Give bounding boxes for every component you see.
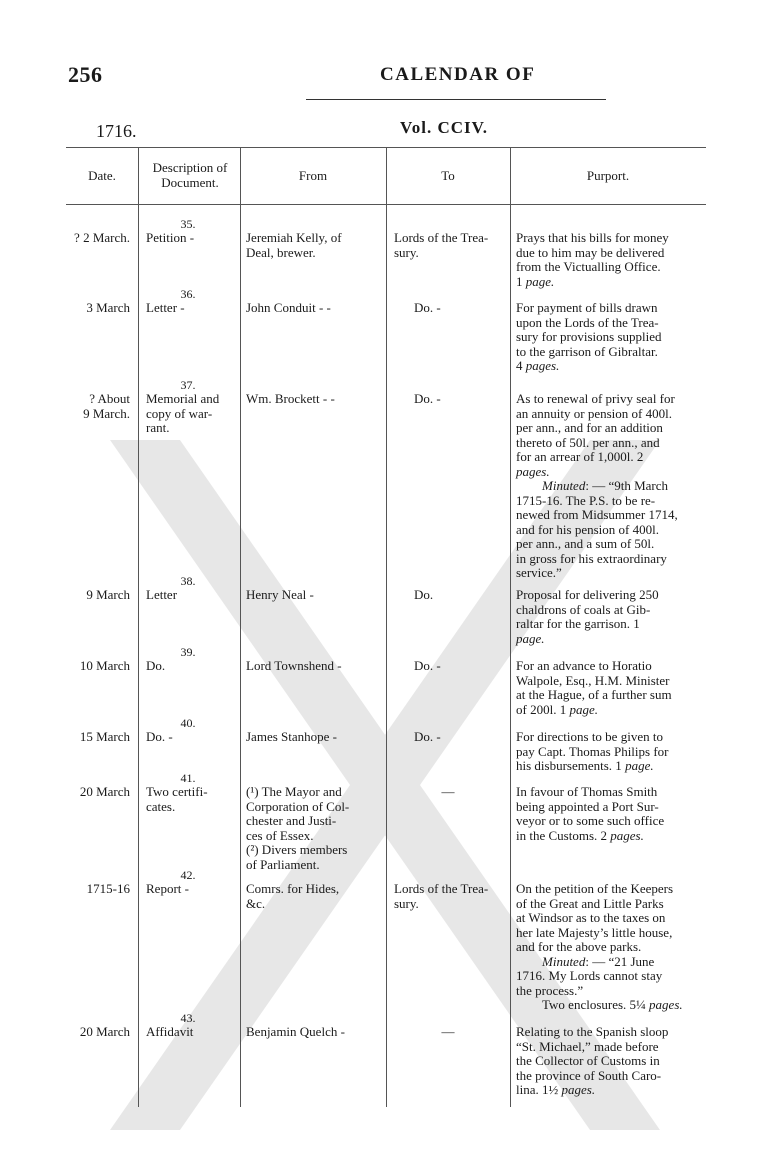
entry-purport-line: 1715-16. The P.S. to be re- <box>516 492 656 508</box>
entry-description-line: Do. - <box>146 729 173 744</box>
entry-from-line: (²) Divers members <box>246 842 348 857</box>
entry-purport <box>516 730 704 774</box>
column-divider-description <box>240 147 241 1107</box>
entry-from <box>246 301 376 316</box>
entry-purport-line: pages. <box>516 463 550 479</box>
entry-purport <box>516 588 704 646</box>
entry-purport-line: Minuted: — “9th March <box>542 478 668 493</box>
entry-from-line: chester and Justi- <box>246 813 337 828</box>
entry-purport-line: 1 page. <box>516 273 555 289</box>
entry-description-line: rant. <box>146 420 170 435</box>
entry-from-line: Corporation of Col- <box>246 798 350 814</box>
entry-number: 38. <box>180 574 196 588</box>
entry-purport-line: at Windsor as to the taxes on <box>516 910 666 925</box>
entry-purport <box>516 882 704 1013</box>
entry-date-line: ? 2 March. <box>74 230 130 245</box>
entry-from-line: Benjamin Quelch - <box>246 1024 345 1039</box>
column-divider-date <box>138 147 139 1107</box>
entry-purport-line: For directions to be given to <box>516 729 663 744</box>
entry-purport-line: Minuted: — “21 June <box>542 953 655 969</box>
entry-purport-line: As to renewal of privy seal for <box>516 391 675 406</box>
entry-description <box>146 1025 241 1040</box>
entry-purport-line: upon the Lords of the Trea- <box>516 314 659 330</box>
entry-purport-line: For payment of bills drawn <box>516 300 658 315</box>
entry-purport-line: the province of South Caro- <box>516 1067 662 1083</box>
entry-to-line: Lords of the Trea- <box>394 230 489 245</box>
entry-description <box>146 301 241 316</box>
entry-to <box>386 785 510 800</box>
entry-purport-line: newed from Midsummer 1714, <box>516 507 678 522</box>
entry-from <box>246 588 376 603</box>
entry-number: 39. <box>180 645 196 659</box>
entry-date <box>68 231 130 246</box>
entry-from <box>246 730 376 745</box>
entry-date <box>68 301 130 316</box>
entry-date-line: 3 March <box>86 300 130 315</box>
entry-from-line: Jeremiah Kelly, of <box>246 230 342 245</box>
entry-to <box>386 1025 510 1040</box>
entry-from-line: James Stanhope - <box>246 729 337 744</box>
entry-purport-line: On the petition of the Keepers <box>516 881 674 896</box>
entry-purport-line: sury for provisions supplied <box>516 329 662 344</box>
entry-date-line: 10 March <box>79 658 130 673</box>
entry-description-line: Petition - <box>146 230 195 245</box>
entry-date-line: 20 March <box>79 784 130 799</box>
entry-purport-line: page. <box>516 630 545 646</box>
entry-from-line: of Parliament. <box>246 856 320 872</box>
header-description <box>140 160 240 190</box>
entry-purport-line: his disbursements. 1 page. <box>516 758 654 773</box>
entry-from-line: Deal, brewer. <box>246 244 316 260</box>
entry-purport <box>516 659 704 717</box>
entry-purport-line: 1716. My Lords cannot stay <box>516 968 663 983</box>
page-number: 256 <box>68 62 103 87</box>
entry-purport-line: 4 pages. <box>516 358 560 373</box>
entry-from-line: Henry Neal - <box>246 587 314 602</box>
header-rule <box>306 99 606 100</box>
entry-purport-line: and for the above parks. <box>516 939 642 954</box>
entry-to-line: Do. - <box>414 658 441 673</box>
entry-to <box>414 392 524 407</box>
entry-date-line: 1715-16 <box>86 881 130 896</box>
entry-purport-line: For an advance to Horatio <box>516 658 652 673</box>
entry-number: 40. <box>180 716 196 730</box>
entry-date <box>68 392 130 421</box>
entry-from <box>246 659 376 674</box>
entry-from <box>246 392 376 407</box>
entry-description-line: Affidavit <box>146 1024 194 1039</box>
entry-purport-line: in the Customs. 2 pages. <box>516 827 644 843</box>
entry-date-line: 9 March. <box>83 405 130 421</box>
entry-description-line: Memorial and <box>146 391 220 406</box>
entry-purport-line: Prays that his bills for money <box>516 230 669 245</box>
entry-purport-line: an annuity or pension of 400l. <box>516 405 672 421</box>
entry-from-line: Comrs. for Hides, <box>246 881 340 896</box>
entry-from-line: (¹) The Mayor and <box>246 784 342 799</box>
entry-description-line: copy of war- <box>146 405 213 421</box>
entry-purport-line: for an arrear of 1,000l. 2 <box>516 449 644 464</box>
entry-date-line: ? About <box>89 391 130 406</box>
entry-purport-line: and for his pension of 400l. <box>516 521 659 537</box>
entry-purport-line: of 200l. 1 page. <box>516 701 598 717</box>
entry-number: 42. <box>180 868 196 882</box>
entry-to <box>414 588 524 603</box>
entry-purport-line: chaldrons of coals at Gib- <box>516 601 651 617</box>
header-from: From <box>298 168 328 183</box>
entry-description <box>146 392 241 436</box>
entry-date <box>68 1025 130 1040</box>
entry-description <box>146 588 241 603</box>
entry-description-line: Letter - <box>146 300 185 315</box>
column-divider-to <box>510 147 511 1107</box>
header-description-line: Description of <box>152 160 228 175</box>
entry-date <box>68 659 130 674</box>
entry-description <box>146 785 241 814</box>
entry-to <box>414 301 524 316</box>
header-description-line: Document. <box>161 175 219 190</box>
entry-from-line: Wm. Brockett - - <box>246 391 335 406</box>
entry-from <box>246 785 376 872</box>
entry-purport-line: at the Hague, of a further sum <box>516 687 672 702</box>
entry-from <box>246 882 376 911</box>
entry-date-line: 15 March <box>79 729 130 744</box>
entry-purport-line: her late Majesty’s little house, <box>516 924 673 940</box>
entry-purport-line: from the Victualling Office. <box>516 259 661 274</box>
entry-from-line: Lord Townshend - <box>246 658 342 673</box>
entry-purport-line: pay Capt. Thomas Philips for <box>516 743 669 759</box>
entry-number: 41. <box>180 771 196 785</box>
entry-to <box>414 730 524 745</box>
entry-to-line: — <box>441 784 455 799</box>
entry-from-line: &c. <box>246 895 266 911</box>
entry-description <box>146 659 241 674</box>
entry-to <box>394 882 504 911</box>
entry-purport-line: of the Great and Little Parks <box>516 895 664 911</box>
entry-purport-line: Walpole, Esq., H.M. Minister <box>516 672 670 688</box>
entry-to <box>394 231 504 260</box>
entry-purport <box>516 392 704 581</box>
entry-purport-line: to the garrison of Gibraltar. <box>516 343 658 359</box>
entry-purport-line: due to him may be delivered <box>516 244 665 260</box>
column-divider-from <box>386 147 387 1107</box>
entry-date <box>68 730 130 745</box>
entry-purport-line: thereto of 50l. per ann., and <box>516 434 660 450</box>
entry-to-line: Do. - <box>414 300 441 315</box>
entry-purport <box>516 231 704 289</box>
entry-number: 43. <box>180 1011 196 1025</box>
entry-date-line: 9 March <box>86 587 130 602</box>
header-date: Date. <box>88 168 116 183</box>
entry-purport-line: service.” <box>516 565 562 580</box>
entry-date <box>68 882 130 897</box>
entry-to-line: — <box>441 1024 455 1039</box>
volume-label: Vol. CCIV. <box>400 118 488 137</box>
entry-number: 36. <box>180 287 196 301</box>
entry-to-line: sury. <box>394 244 419 260</box>
entry-from-line: ces of Essex. <box>246 827 314 843</box>
entry-to-line: Do. <box>414 587 434 602</box>
entry-from <box>246 231 376 260</box>
entry-purport-line: Relating to the Spanish sloop <box>516 1024 669 1039</box>
entry-purport-line: lina. 1½ pages. <box>516 1082 596 1097</box>
entry-description <box>146 730 241 745</box>
entry-purport-line: the Collector of Customs in <box>516 1053 660 1068</box>
entry-purport <box>516 301 704 374</box>
running-title: CALENDAR OF <box>380 64 536 85</box>
entry-description-line: Two certifi- <box>146 784 208 799</box>
entry-date-line: 20 March <box>79 1024 130 1039</box>
entry-to <box>414 659 524 674</box>
entry-from <box>246 1025 376 1040</box>
entry-date <box>68 588 130 603</box>
entry-description <box>146 882 241 897</box>
entry-number: 35. <box>180 217 196 231</box>
entry-purport-line: per ann., and for an addition <box>516 420 663 435</box>
entry-purport <box>516 1025 704 1098</box>
header-purport: Purport. <box>586 168 630 183</box>
entry-from-line: John Conduit - - <box>246 300 331 315</box>
year-label: 1716. <box>96 121 137 141</box>
entry-number: 37. <box>180 378 196 392</box>
entry-purport-line: “St. Michael,” made before <box>516 1038 659 1054</box>
entry-purport-line: Two enclosures. 5¼ pages. <box>542 997 683 1012</box>
entry-description-line: cates. <box>146 798 176 814</box>
entry-date <box>68 785 130 800</box>
entry-description <box>146 231 241 246</box>
entry-purport-line: per ann., and a sum of 50l. <box>516 536 655 551</box>
entry-purport-line: being appointed a Port Sur- <box>516 798 659 814</box>
entry-to-line: Do. - <box>414 391 441 406</box>
entry-to-line: sury. <box>394 895 419 911</box>
entry-description-line: Do. <box>146 658 166 673</box>
entry-purport-line: In favour of Thomas Smith <box>516 784 658 799</box>
entry-to-line: Do. - <box>414 729 441 744</box>
entry-purport-line: veyor or to some such office <box>516 813 665 828</box>
entry-description-line: Letter <box>146 587 178 602</box>
entry-purport-line: raltar for the garrison. 1 <box>516 616 640 631</box>
entry-to-line: Lords of the Trea- <box>394 881 489 896</box>
entry-purport-line: Proposal for delivering 250 <box>516 587 659 602</box>
entry-description-line: Report - <box>146 881 189 896</box>
entry-purport-line: in gross for his extraordinary <box>516 550 667 566</box>
entry-purport-line: the process.” <box>516 982 584 998</box>
entry-purport <box>516 785 704 843</box>
header-to: To <box>441 168 455 183</box>
